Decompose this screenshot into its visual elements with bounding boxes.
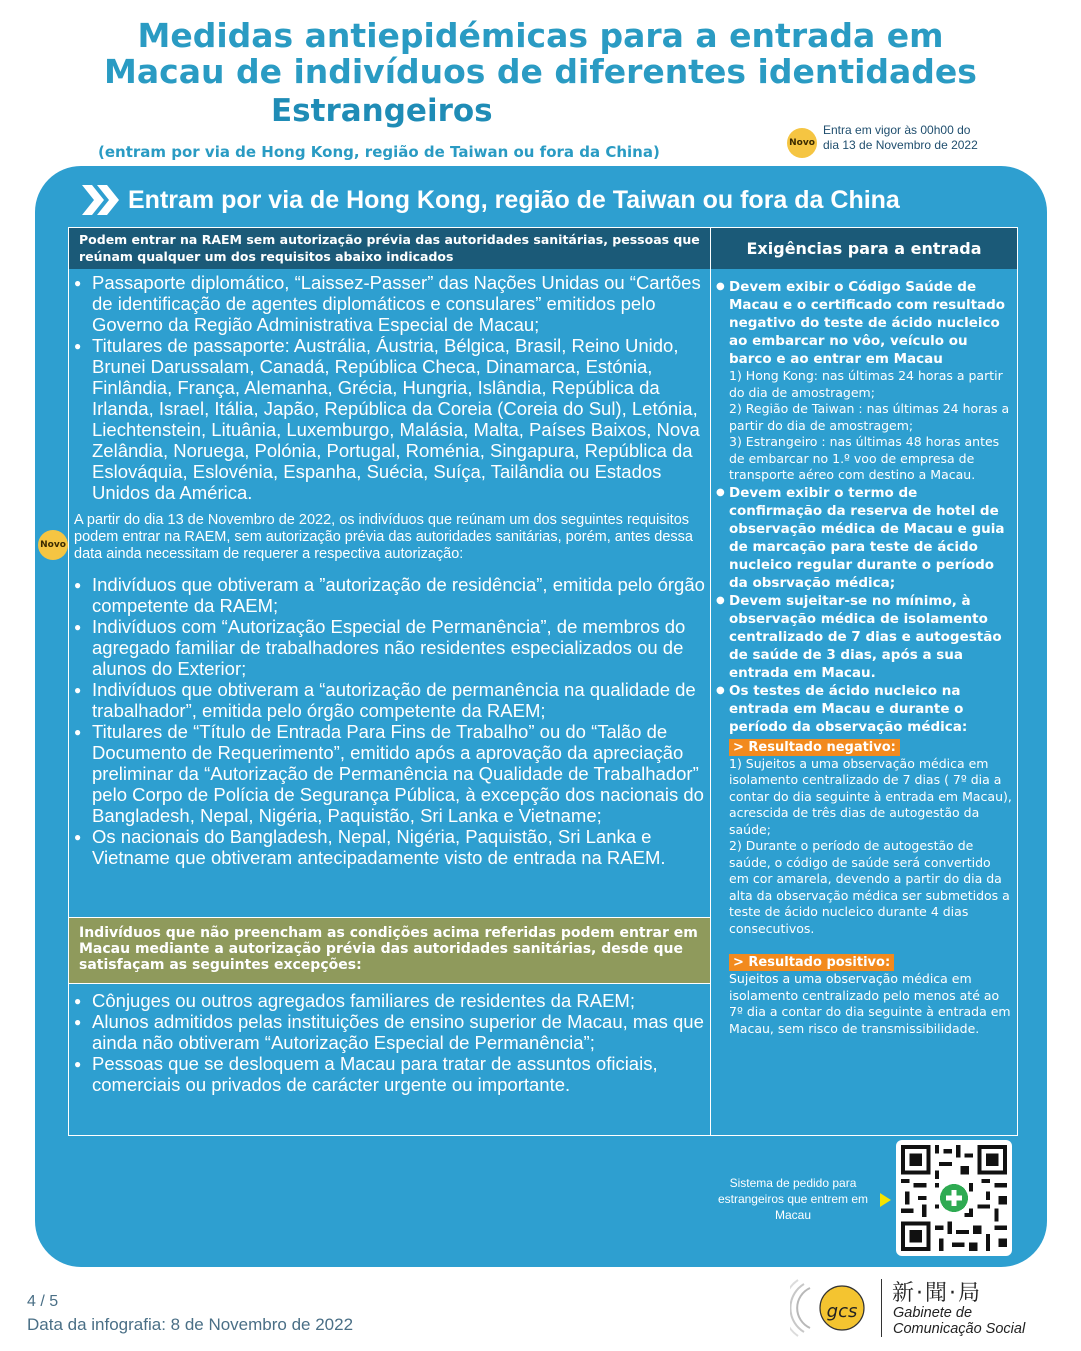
page-subnote: (entram por via de Hong Kong, região de Taiwan ou fora da China) <box>98 143 660 161</box>
new-rule-list <box>74 574 708 868</box>
logo-portuguese-line2: Comunicação Social <box>893 1321 1026 1337</box>
page-title-line1: Medidas antiepidémicas para a entrada em <box>137 16 944 55</box>
requirement-note: Sujeitos a uma observação médica em isolamento centralizado pelo menos até ao 7º dia a contar do dia seguinte à entrada em Macau, sem risco de transmissibilidade. <box>729 971 1011 1036</box>
qr-code[interactable] <box>896 1140 1012 1256</box>
requirement-note: 2) Região de Taiwan : nas últimas 24 horas a partir do dia de amostragem; <box>729 401 1010 433</box>
section-header <box>80 183 900 217</box>
positive-result-tag: > Resultado positivo: <box>729 954 894 971</box>
right-column-header: Exigências para a entrada <box>711 228 1017 269</box>
section-title: Entram por via de Hong Kong, região de Taiwan ou fora da China <box>128 185 900 214</box>
requirement-item: ● Devem exibir o termo de confirmação da reserva de hotel de observação médica de Macau e guia de marcação para teste de ácido nucleico regular durante o período da obsrvação médica; <box>716 484 1014 592</box>
negative-result-tag: > Resultado negativo: <box>729 739 900 756</box>
column-divider <box>710 227 711 1136</box>
exceptions-header: Indivíduos que não preencham as condições acima referidas podem entrar em Macau mediante a autorização prévia das autoridades sanitárias, desde que satisfaçam as seguintes excepções: <box>69 918 710 983</box>
requirement-note: 3) Estrangeiro : nas últimas 48 horas antes de embarcar no 1.º voo de empresa de transporte aéreo com destino a Macau. <box>729 434 1000 482</box>
requirement-item: ● Devem exibir o Código Saúde de Macau e o certificado com resultado negativo do teste de ácido nucleico ao embarcar no vôo, veículo ou barco e ao entrar em Macau <box>716 278 1014 368</box>
page-subtitle: Estrangeiros <box>271 93 493 129</box>
novo-badge: Novo <box>38 530 68 560</box>
requirement-note: 1) Sujeitos a uma observação médica em isolamento centralizado de 7 dias ( 7º dia a contar do dia seguinte à entrada em Macau), acrescida de três dias de autogestão da saúde; <box>729 755 1012 837</box>
arrow-right-icon <box>880 1193 891 1207</box>
novo-badge: Novo <box>787 128 817 158</box>
double-chevron-icon <box>80 183 122 217</box>
qr-code-icon <box>901 1145 1007 1251</box>
requirement-item: ● Os testes de ácido nucleico na entrada em Macau e durante o período da observação médica: <box>716 682 1014 736</box>
qr-caption: Sistema de pedido para estrangeiros que entrem em Macau <box>717 1176 869 1222</box>
logo-portuguese <box>893 1305 1025 1337</box>
exceptions-list <box>74 990 708 1095</box>
list-item: ● Passaporte diplomático, “Laissez-Passer” das Nações Unidas ou “Cartões de identificação de agentes diplomáticos e consulares” emitidos pelo Governo da Região Administrativa Especial de Macau; <box>74 272 708 335</box>
list-item: ● Titulares de passaporte: Austrália, Áustria, Bélgica, Brasil, Reino Unido, Brunei Darussalam, Canadá, República Checa, Dinamarca, Estónia, Finlândia, França, Alemanha, Grécia, Hungria, Islândia, República da Irlanda, Israel, Itália, Japão, República da Coreia (Coreia do Sul), Letónia, Liechtenstein, Lituânia, Luxemburgo, Malásia, Malta, Países Baixos, Nova Zelândia, Noruega, Polónia, Portugal, Roménia, Singapura, República da Eslováquia, Eslovénia, Espanha, Suécia, Suíça, Tailândia ou Estados Unidos da América. <box>74 335 708 503</box>
page-title-line2: Macau de indivíduos de diferentes identidades <box>104 52 977 91</box>
list-item: ● Indivíduos que obtiveram a “autorização de permanência na qualidade de trabalhador”, emitida pelo órgão competente da RAEM; <box>74 679 708 721</box>
requirement-note: 2) Durante o período de autogestão de saúde, o código de saúde será convertido em cor amarela, devendo a partir do dia da alta da observação médica ser submetidos a teste de ácido nucleico durante 4 dias consecutivos. <box>729 838 1010 936</box>
logo-mark: gcs <box>826 1301 858 1322</box>
requirement-note: 1) Hong Kong: nas últimas 24 horas a partir do dia de amostragem; <box>729 368 1003 400</box>
gcs-logo-icon <box>790 1270 880 1346</box>
list-item: ● Pessoas que se desloquem a Macau para tratar de assuntos oficiais, comerciais ou privados de carácter urgente ou importante. <box>74 1053 708 1095</box>
infographic-date: Data da infografia: 8 de Novembro de 2022 <box>27 1315 354 1334</box>
list-item: ● Indivíduos que obtiveram a ”autorização de residência”, emitida pelo órgão competente da RAEM; <box>74 574 708 616</box>
effective-date-note <box>823 123 978 153</box>
no-authorization-list <box>74 272 708 503</box>
left-column-header: Podem entrar na RAEM sem autorização prévia das autoridades sanitárias, pessoas que reúnam qualquer um dos requisitos abaixo indicados <box>69 228 710 269</box>
logo-divider <box>881 1279 882 1337</box>
effective-date-line1: Entra em vigor às 00h00 do <box>823 123 971 137</box>
list-item: ● Alunos admitidos pelas instituições de ensino superior de Macau, mas que ainda não obtiveram “Autorização Especial de Permanência”; <box>74 1011 708 1053</box>
new-rule-intro: A partir do dia 13 de Novembro de 2022, os indivíduos que reúnam um dos seguintes requisitos podem entrar na RAEM, sem autorização prévia das autoridades sanitárias, porém, antes dessa data ainda necessitam de requerer a respectiva autorização: <box>74 512 693 562</box>
list-item: ● Indivíduos com “Autorização Especial de Permanência”, de membros do agregado familiar de trabalhadores não residentes especializados ou de alunos do Exterior; <box>74 616 708 679</box>
divider <box>69 983 710 984</box>
effective-date-line2: dia 13 de Novembro de 2022 <box>823 138 978 152</box>
list-item: ● Titulares de “Título de Entrada Para Fins de Trabalho” ou do “Talão de Documento de Requerimento”, emitido após a aprovação da apreciação preliminar da “Autorização de Permanência na Qualidade de Trabalhador” pelo Corpo de Polícia de Segurança Pública, à excepção dos nacionais do Bangladesh, Nepal, Nigéria, Paquistão, Sri Lanka e Vietname; <box>74 721 708 826</box>
list-item: ● Cônjuges ou outros agregados familiares de residentes da RAEM; <box>74 990 708 1011</box>
logo-chinese: 新·聞·局 <box>892 1281 982 1306</box>
page-number: 4 / 5 <box>27 1293 59 1310</box>
requirement-item: ● Devem sujeitar-se no mínimo, à observação médica de isolamento centralizado de 7 dias e autogestão de saúde de 3 dias, após a sua entrada em Macau. <box>716 592 1014 682</box>
list-item: ● Os nacionais do Bangladesh, Nepal, Nigéria, Paquistão, Sri Lanka e Vietname que obtiveram antecipadamente visto de entrada na RAEM. <box>74 826 708 868</box>
entry-requirements <box>716 278 1014 1037</box>
logo-portuguese-line1: Gabinete de <box>893 1305 973 1321</box>
